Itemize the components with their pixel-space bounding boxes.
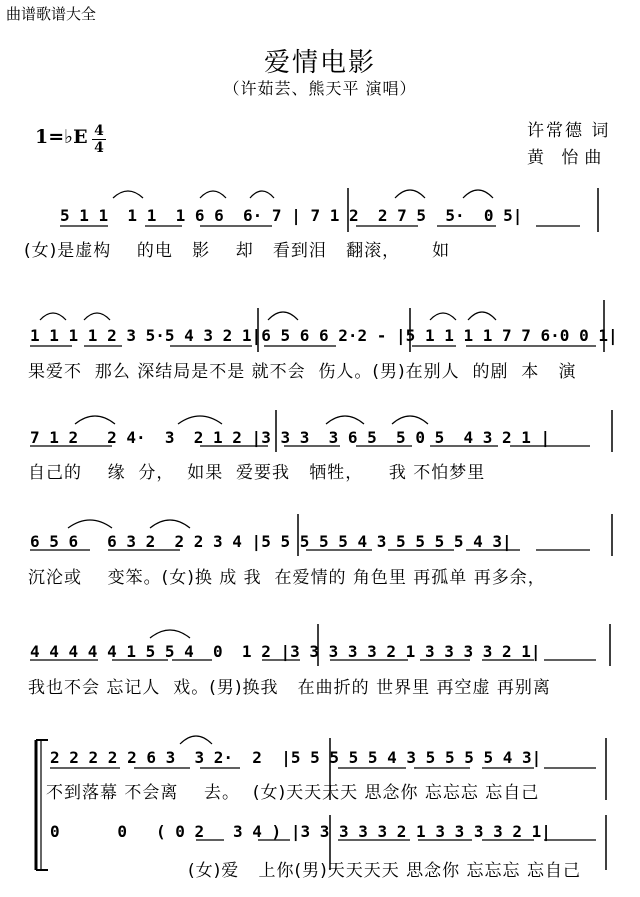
lyrics-row-7: (女)爱 上你(男)天天天天 思念你 忘忘忘 忘自己	[188, 861, 581, 881]
notation-row-2: 1 1 1 1 2 3 5·5 4 3 2 1|6 5 6 6 2·2 - |5 1 1 1 1 7 7 6·0 0 1|	[30, 326, 618, 345]
lyrics-row-6: 不到落幕 不会离 去。 (女)天天天天 思念你 忘忘忘 忘自己	[46, 783, 540, 803]
song-title: 爱情电影	[263, 48, 376, 78]
time-top: 4	[94, 123, 104, 139]
notation-row-7: 0 0 ( 0 2 3 4 ) |3 3 3 3 3 2 1 3 3 3 3 2 1|	[50, 822, 551, 841]
lyrics-row-2: 果爱不 那么 深结局是不是 就不会 伤人。(男)在别人 的剧 本 演	[28, 362, 577, 382]
lyrics-row-4: 沉沦或 变笨。(女)换 成 我 在爱情的 角色里 再孤单 再多余，	[28, 568, 546, 588]
lyrics-row-5: 我也不会 忘记人 戏。(男)换我 在曲折的 世界里 再空虚 再别离	[28, 678, 551, 698]
lyrics-row-1: (女)是虚构 的电 影 却 看到泪 翻滚， 如	[24, 241, 451, 261]
lyricist-credit: 许常德 词	[527, 121, 611, 141]
notation-row-6: 2 2 2 2 2 6 3 3 2· 2 |5 5 5 5 5 4 3 5 5 5 5 4 3|	[50, 748, 542, 767]
key-signature: 1=♭E	[35, 126, 88, 148]
notation-row-4: 6 5 6 6 3 2 2 2 3 4 |5 5 5 5 5 4 3 5 5 5 5 4 3|	[30, 532, 512, 551]
site-label: 曲谱歌谱大全	[6, 5, 97, 23]
notation-row-3: 7 1 2 2 4· 3 2 1 2 |3 3 3 3 6 5 5 0 5 4 3 2 1 |	[30, 428, 551, 447]
composer-credit: 黄 怡曲	[527, 148, 608, 168]
song-subtitle: （许茹芸、熊天平 演唱）	[223, 79, 417, 98]
time-bottom: 4	[94, 140, 104, 156]
lyrics-row-3: 自己的 缘 分， 如果 爱要我 牺牲， 我 不怕梦里	[28, 463, 486, 483]
notation-row-1: 5 1 1 1 1 1 6 6 6· 7 | 7 1 2 2 7 5 5· 0 5|	[60, 206, 523, 225]
notation-row-5: 4 4 4 4 4 1 5 5 4 0 1 2 |3 3 3 3 3 2 1 3 3 3 3 2 1|	[30, 642, 541, 661]
